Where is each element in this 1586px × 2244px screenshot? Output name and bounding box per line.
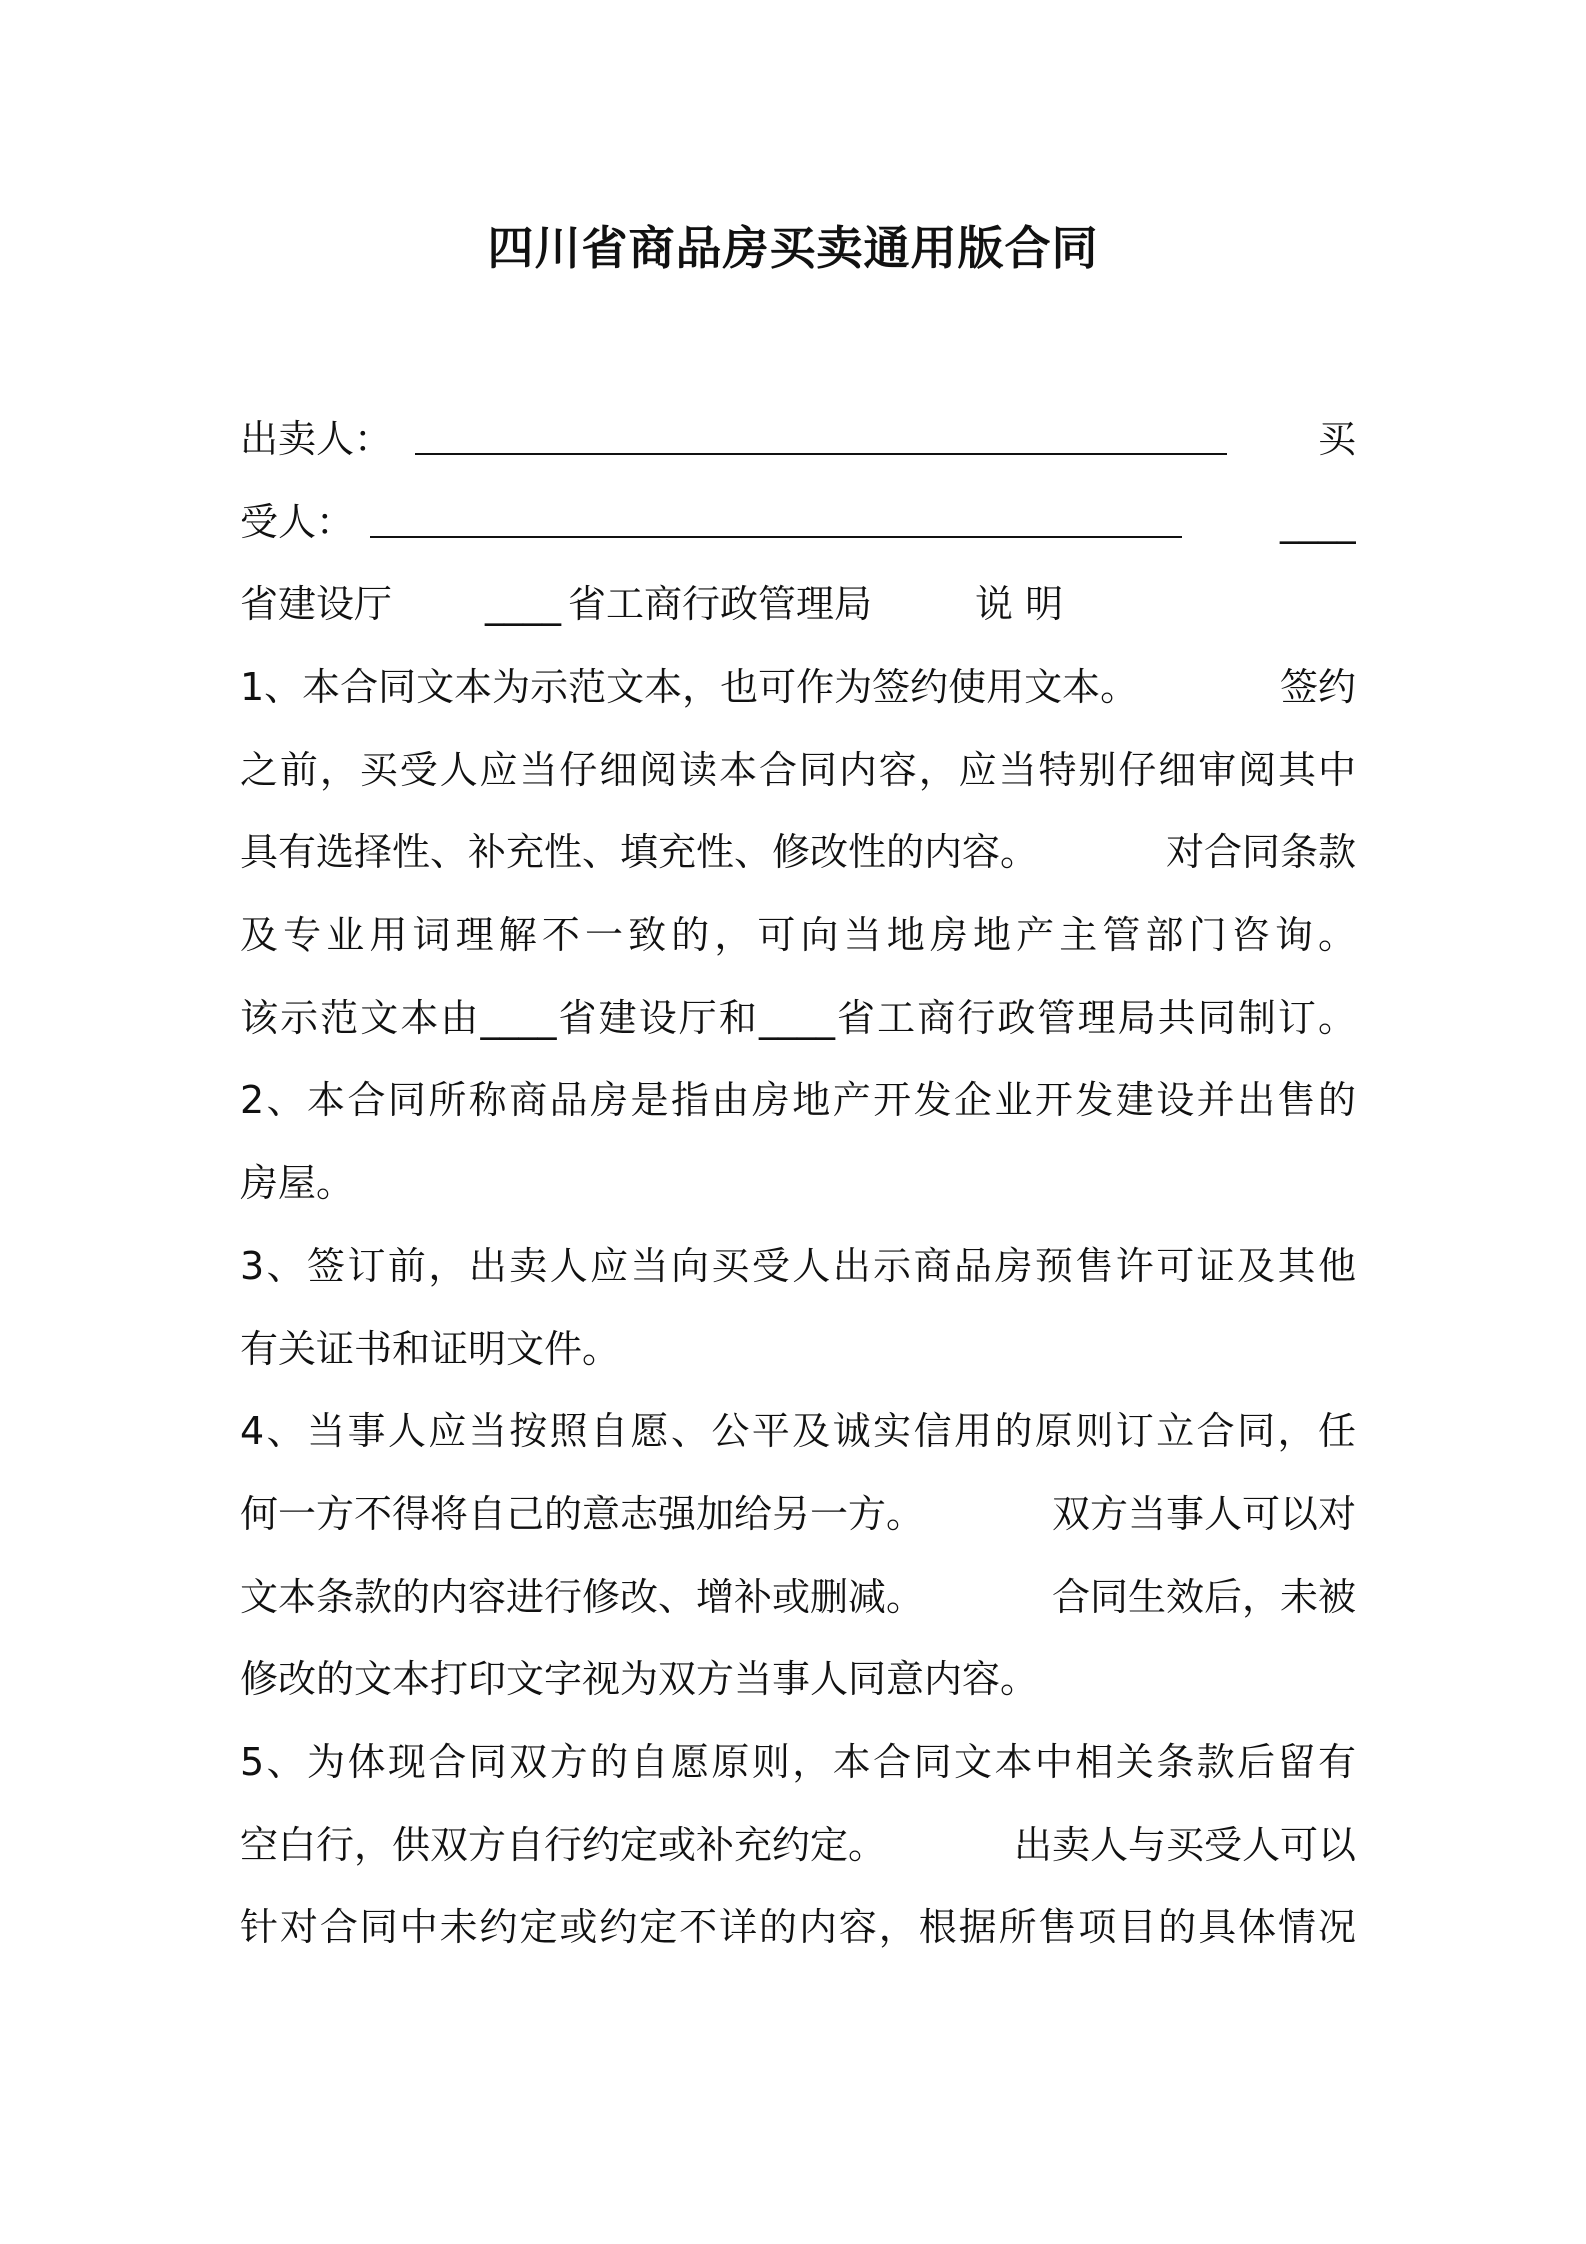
text-segment: 空白行，供双方自行约定或补充约定。 (240, 1823, 887, 1867)
province-blank: ____ (1280, 500, 1356, 544)
text-segment: 合同生效后，未被 (1051, 1575, 1356, 1619)
text-line: 有关证书和证明文件。 (240, 1327, 621, 1371)
seller-line (240, 409, 1356, 469)
buyer-label-start: 买 (1317, 417, 1356, 461)
text-line (240, 1567, 1356, 1627)
dept-construction: 省建设厅 (240, 582, 393, 626)
explanation-heading: 说 明 (975, 582, 1064, 626)
text-segment: 签约 (1279, 665, 1356, 709)
text-line: 4、当事人应当按照自愿、公平及诚实信用的原则订立合同，任 (240, 1409, 1356, 1453)
seller-label: 出卖人： (240, 417, 393, 461)
text-segment: 双方当事人可以对 (1051, 1492, 1356, 1536)
text-segment: 出卖人与买受人可以 (1013, 1823, 1356, 1867)
text-line: 该示范文本由____省建设厅和____省工商行政管理局共同制订。 (240, 996, 1356, 1040)
text-line (240, 822, 1356, 882)
text-segment: 对合同条款 (1165, 830, 1356, 874)
text-line: 及专业用词理解不一致的，可向当地房地产主管部门咨询。 (240, 913, 1356, 957)
buyer-label-end: 受人： (240, 500, 355, 544)
text-line (240, 1815, 1356, 1875)
province-blank-2: ____ (485, 582, 561, 626)
seller-name-blank[interactable] (415, 453, 1227, 455)
document-title: 四川省商品房买卖通用版合同 (487, 221, 1099, 275)
text-line: 针对合同中未约定或约定不详的内容，根据所售项目的具体情况 (240, 1905, 1356, 1949)
buyer-name-blank[interactable] (370, 536, 1182, 538)
text-line: 之前，买受人应当仔细阅读本合同内容，应当特别仔细审阅其中 (240, 748, 1356, 792)
text-line (240, 657, 1356, 717)
department-line (240, 574, 1356, 634)
buyer-line (240, 492, 1356, 552)
text-line: 房屋。 (240, 1161, 355, 1205)
text-segment: 具有选择性、补充性、填充性、修改性的内容。 (240, 830, 1039, 874)
text-line: 3、签订前，出卖人应当向买受人出示商品房预售许可证及其他 (240, 1244, 1356, 1288)
text-line: 修改的文本打印文字视为双方当事人同意内容。 (240, 1657, 1039, 1701)
dept-commerce: 省工商行政管理局 (568, 582, 873, 626)
text-line (240, 1484, 1356, 1544)
text-line: 5、为体现合同双方的自愿原则，本合同文本中相关条款后留有 (240, 1740, 1356, 1784)
text-segment: 1、本合同文本为示范文本，也可作为签约使用文本。 (240, 665, 1139, 709)
text-segment: 文本条款的内容进行修改、增补或删减。 (240, 1575, 925, 1619)
text-segment: 何一方不得将自己的意志强加给另一方。 (240, 1492, 925, 1536)
text-line: 2、本合同所称商品房是指由房地产开发企业开发建设并出售的 (240, 1078, 1356, 1122)
